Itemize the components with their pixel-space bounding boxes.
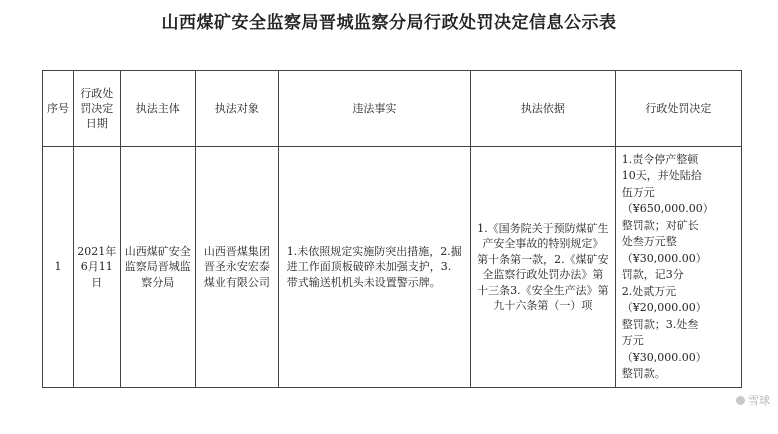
decision-line: （¥30,000.00） <box>621 251 707 265</box>
header-no: 序号 <box>43 71 74 147</box>
decision-line: （¥30,000.00） <box>621 350 707 364</box>
penalty-table <box>42 70 742 388</box>
header-object: 执法对象 <box>196 71 279 147</box>
cell-object: 山西晋煤集团晋圣永安宏泰煤业有限公司 <box>196 147 279 388</box>
cell-date: 2021年6月11日 <box>74 147 121 388</box>
decision-line: 伍万元 <box>621 185 655 199</box>
decision-line: 整罚款；对矿长 <box>621 218 699 232</box>
header-decision: 行政处罚决定 <box>615 71 741 147</box>
decision-line: 10天，并处陆拾 <box>621 169 702 182</box>
watermark-text: 雪球 <box>748 394 770 407</box>
decision-line: 整罚款；3.处叁 <box>621 317 699 331</box>
table-row <box>43 147 742 388</box>
decision-line: 处叁万元整 <box>621 235 677 248</box>
decision-line: 罚款，记3分 <box>621 268 684 281</box>
cell-basis: 1.《国务院关于预防煤矿生产安全事故的特别规定》第十条第一款，2.《煤矿安全监察行政处罚办法》第十三条3.《安全生产法》第九十六条第（一）项 <box>471 147 616 388</box>
decision-line: 2.处贰万元 <box>621 284 677 298</box>
watermark <box>736 392 770 408</box>
cell-facts: 1.未依照规定实施防突出措施，2.掘进工作面顶板破碎未加强支护，3.带式输送机机头未设置警示牌。 <box>278 147 470 388</box>
header-subject: 执法主体 <box>120 71 195 147</box>
cell-decision <box>615 147 741 388</box>
table-header-row <box>43 71 742 147</box>
watermark-logo-icon <box>736 396 745 405</box>
decision-line: （¥650,000.00） <box>621 202 714 215</box>
decision-lines <box>622 152 735 383</box>
decision-line: 整罚款。 <box>621 367 666 380</box>
decision-line: 1.责令停产整顿 <box>621 152 699 166</box>
header-basis: 执法依据 <box>471 71 616 147</box>
decision-line: 万元 <box>621 334 644 347</box>
cell-no: 1 <box>43 147 74 388</box>
header-date: 行政处罚决定日期 <box>74 71 121 147</box>
decision-line: （¥20,000.00） <box>621 301 707 314</box>
cell-subject: 山西煤矿安全监察局晋城监察分局 <box>120 147 195 388</box>
header-facts: 违法事实 <box>278 71 470 147</box>
page-title: 山西煤矿安全监察局晋城监察分局行政处罚决定信息公示表 <box>161 13 617 33</box>
